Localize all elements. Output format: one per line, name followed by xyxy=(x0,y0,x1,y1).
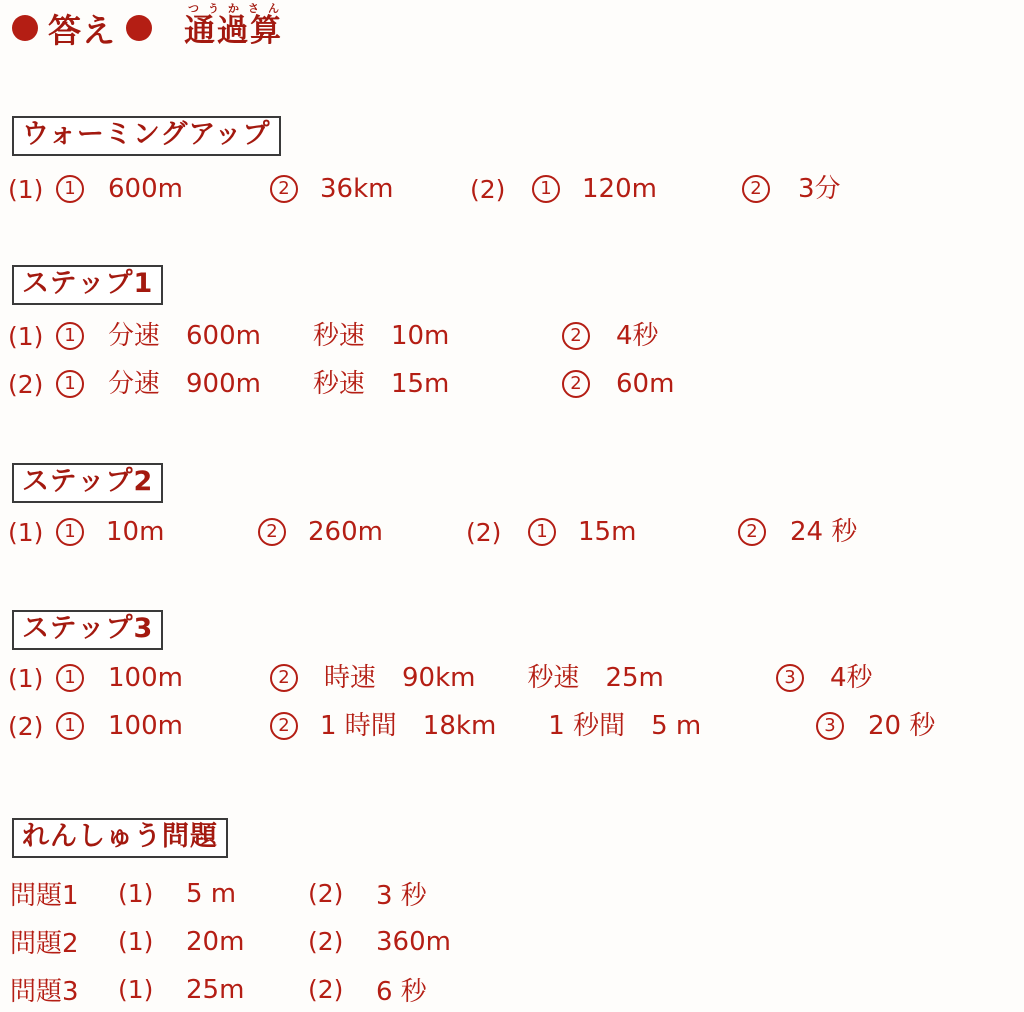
answer-value: 25m xyxy=(186,974,245,1005)
circled-number: 1 xyxy=(56,370,84,398)
answer-value: 3分 xyxy=(798,174,841,204)
circled-number: 1 xyxy=(56,712,84,740)
answer-value: 100m xyxy=(108,711,183,741)
circled-number: 2 xyxy=(562,370,590,398)
answer-value: 1 時間 18km 1 秒間 5 m xyxy=(320,711,702,741)
circled-number: 3 xyxy=(776,664,804,692)
bullet-left-icon xyxy=(12,15,38,41)
answer-value: 120m xyxy=(582,174,657,204)
circled-number: 1 xyxy=(56,322,84,350)
circled-number: 2 xyxy=(270,175,298,203)
answer-value: 20 秒 xyxy=(868,711,936,741)
circled-number: 1 xyxy=(532,175,560,203)
item-label: (1) xyxy=(8,321,44,351)
answer-value: 15m xyxy=(578,517,637,547)
circled-number: 2 xyxy=(562,322,590,350)
circled-number: 2 xyxy=(742,175,770,203)
section-heading-warmup: ウォーミングアップ xyxy=(12,116,281,156)
practice-row-3 xyxy=(10,971,427,1008)
answer-line-warmup-1 xyxy=(8,175,841,203)
page-title xyxy=(12,2,288,50)
circled-number: 2 xyxy=(270,664,298,692)
answer-value: 100m xyxy=(108,663,183,693)
answer-line-step1-2 xyxy=(8,370,674,398)
answer-value: 時速 90km 秒速 25m xyxy=(324,663,664,693)
title-ruby-text: つうかさん xyxy=(188,2,288,15)
item-label: (2) xyxy=(470,174,506,204)
title-sub-wrap xyxy=(184,2,288,49)
item-label: (2) xyxy=(466,517,502,547)
answer-value: 分速 600m 秒速 10m xyxy=(108,321,450,351)
answer-value: 4秒 xyxy=(830,663,873,693)
answer-value: 24 秒 xyxy=(790,517,858,547)
answer-value: 5 m xyxy=(186,878,237,909)
item-label: (1) xyxy=(8,517,44,547)
answer-value: 36km xyxy=(320,174,394,204)
answer-value: 10m xyxy=(106,517,165,547)
circled-number: 2 xyxy=(738,518,766,546)
section-heading-step1: ステップ1 xyxy=(12,265,163,305)
circled-number: 2 xyxy=(258,518,286,546)
answer-line-step3-2 xyxy=(8,712,935,740)
answer-line-step2-1 xyxy=(8,518,857,546)
circled-number: 2 xyxy=(270,712,298,740)
answer-value: 600m xyxy=(108,174,183,204)
sub-label: (2) xyxy=(308,879,344,908)
answer-line-step1-1 xyxy=(8,322,659,350)
section-heading-practice: れんしゅう問題 xyxy=(12,818,228,858)
answer-value: 260m xyxy=(308,517,383,547)
circled-number: 1 xyxy=(528,518,556,546)
section-heading-step3: ステップ3 xyxy=(12,610,163,650)
answer-value: 4秒 xyxy=(616,321,659,351)
circled-number: 1 xyxy=(56,664,84,692)
practice-row-2 xyxy=(10,923,451,960)
answer-value: 360m xyxy=(376,926,451,957)
answer-value: 6 秒 xyxy=(376,977,427,1007)
answer-line-step3-1 xyxy=(8,664,873,692)
circled-number: 1 xyxy=(56,175,84,203)
sub-label: (2) xyxy=(308,927,344,956)
item-label: (1) xyxy=(8,174,44,204)
item-label: (2) xyxy=(8,369,44,399)
circled-number: 3 xyxy=(816,712,844,740)
answer-value: 分速 900m 秒速 15m xyxy=(108,369,450,399)
answer-value: 3 秒 xyxy=(376,881,427,911)
answer-value: 60m xyxy=(616,369,675,399)
sub-label: (1) xyxy=(118,879,154,908)
circled-number: 1 xyxy=(56,518,84,546)
sub-label: (1) xyxy=(118,927,154,956)
problem-name: 問題2 xyxy=(10,929,79,959)
item-label: (2) xyxy=(8,711,44,741)
title-main-text: 答え xyxy=(48,11,116,50)
bullet-right-icon xyxy=(126,15,152,41)
item-label: (1) xyxy=(8,663,44,693)
problem-name: 問題3 xyxy=(10,977,79,1007)
sub-label: (2) xyxy=(308,975,344,1004)
practice-row-1 xyxy=(10,875,427,912)
section-heading-step2: ステップ2 xyxy=(12,463,163,503)
answer-value: 20m xyxy=(186,926,245,957)
title-sub-text: 通過算 xyxy=(184,13,283,49)
sub-label: (1) xyxy=(118,975,154,1004)
problem-name: 問題1 xyxy=(10,881,79,911)
